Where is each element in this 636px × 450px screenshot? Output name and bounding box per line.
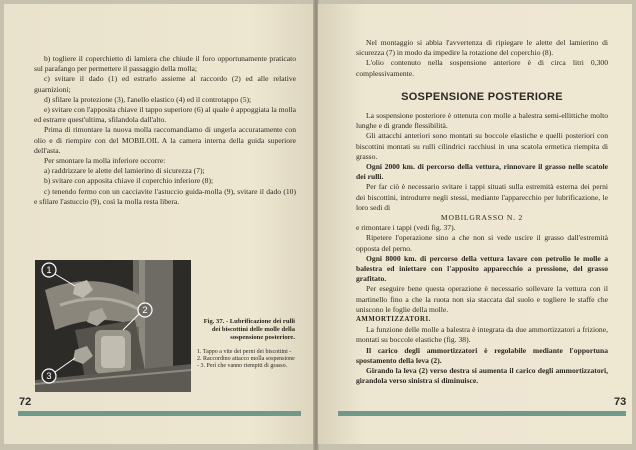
paragraph: La funzione delle molle a balestra è integrata da due ammortizzatori a frizione, montati su boccole elastiche (fig. 38). <box>356 325 608 345</box>
svg-text:1: 1 <box>46 265 52 275</box>
section-heading: SOSPENSIONE POSTERIORE <box>401 90 563 103</box>
right-page <box>318 4 632 444</box>
paragraph: Per far ciò è necessario svitare i tappi situati sulla estremità esterna dei perni dei biscottini, introdurre negli stessi, mediante l'apparecchio per lubrificazione, le loro sedi di <box>356 182 608 212</box>
page-number: 73 <box>614 396 627 408</box>
left-page <box>4 4 315 444</box>
figure-caption <box>197 318 295 371</box>
product-name: MOBILGRASSO N. 2 <box>440 213 524 223</box>
paragraph: e) svitare con l'apposita chiave il tappo superiore (6) al quale è appoggiata la molla ed estrarre quest'ultima, sfilandola dall'alto. <box>34 105 296 125</box>
svg-text:2: 2 <box>142 305 148 315</box>
paragraph: La sospensione posteriore è ottenuta con molle a balestra semi-ellittiche molto lunghe e di grande flessibilità. <box>356 111 608 131</box>
right-page-text <box>356 38 608 387</box>
suspension-photo <box>35 260 191 392</box>
paragraph: L'olio contenuto nella sospensione anteriore è di circa litri 0,300 complessivamente. <box>356 58 608 78</box>
paragraph: Nel montaggio si abbia l'avvertenza di ripiegare le alette del lamierino di sicurezza (7) in modo da impedire la rotazione del coperchio (8). <box>356 38 608 58</box>
suspension-photo-illustration <box>35 260 191 392</box>
paragraph: b) svitare con apposita chiave il coperchio inferiore (8); <box>44 176 214 186</box>
paragraph: d) sfilare la protezione (3), l'anello elastico (4) ed il controtappo (5); <box>44 94 252 104</box>
paragraph-bold: Ogni 8000 km. di percorso della vettura lavare con petrolio le molle a balestra ed iniettare con l'apposito apparecchio a pressione, del grasso grafitato. <box>356 253 608 284</box>
svg-text:3: 3 <box>46 371 52 381</box>
paragraph: c) svitare il dado (1) ed estrarlo assieme al raccordo (2) ed alle relative guarnizioni; <box>34 74 296 94</box>
figure-caption-legend: 1. Tappo a vite dei perni dei biscottini - 2. Raccordino attacco molla sospensione - 3. Perì che vanno riempiti di grasso. <box>197 348 295 370</box>
paragraph: Prima di rimontare la nuova molla raccomandiamo di ungerla accuratamente con olio e di riempire con del MOBILOIL A la camera interna della guida superiore dell'asta. <box>34 125 296 155</box>
page-number: 72 <box>19 396 32 408</box>
decorative-rule <box>338 411 626 416</box>
paragraph: c) tenendo fermo con un cacciavite l'astuccio guida-molla (9), svitare il dado (10) e sfilare l'astuccio (9), così la molla resta libera. <box>34 186 296 206</box>
paragraph-bold: Girando la leva (2) verso destra si aumenta il carico degli ammortizzatori, girandola verso sinistra si diminuisce. <box>356 366 608 386</box>
paragraph: e rimontare i tappi (vedi fig. 37). <box>356 223 456 233</box>
figure-callout-1 <box>42 263 56 277</box>
paragraph: Ripetere l'operazione sino a che non si vede uscire il grasso dall'estremità opposta del perno. <box>356 233 608 253</box>
left-page-text <box>34 54 296 207</box>
paragraph: Gli attacchi anteriori sono montati su boccole elastiche e quelli posteriori con biscottini montati su rulli cilindrici racchiusi in una scatola ermetica riempita di grasso. <box>356 131 608 161</box>
figure-caption-title: Fig. 37. - Lubrificazione dei rulli dei biscottini delle molle della sospensione posteriore. <box>203 318 295 342</box>
figure-callout-3 <box>42 369 56 383</box>
paragraph: a) raddrizzare le alette del lamierino di sicurezza (7); <box>44 166 205 176</box>
decorative-rule <box>18 411 301 416</box>
paragraph: b) togliere il coperchietto di lamiera che chiude il foro opportunamente praticato sul parafango per permettere il passaggio della molla; <box>34 54 296 74</box>
figure-callout-2 <box>138 303 152 317</box>
paragraph-bold: Il carico degli ammortizzatori è regolabile mediante l'opportuna spostamento della leva (2). <box>356 345 608 365</box>
sub-heading: AMMORTIZZATORI. <box>356 316 431 324</box>
paragraph: Per eseguire bene questa operazione è necessario sollevare la vettura con il martinello fino a che la ruota non sia staccata dal suolo e togliere le staffe che uniscono le foglie della molle. <box>356 284 608 314</box>
paragraph: Per smontare la molla inferiore occorre: <box>44 156 166 166</box>
paragraph-bold: Ogni 2000 km. di percorso della vettura, rinnovare il grasso nelle scatole dei rulli. <box>356 162 608 182</box>
